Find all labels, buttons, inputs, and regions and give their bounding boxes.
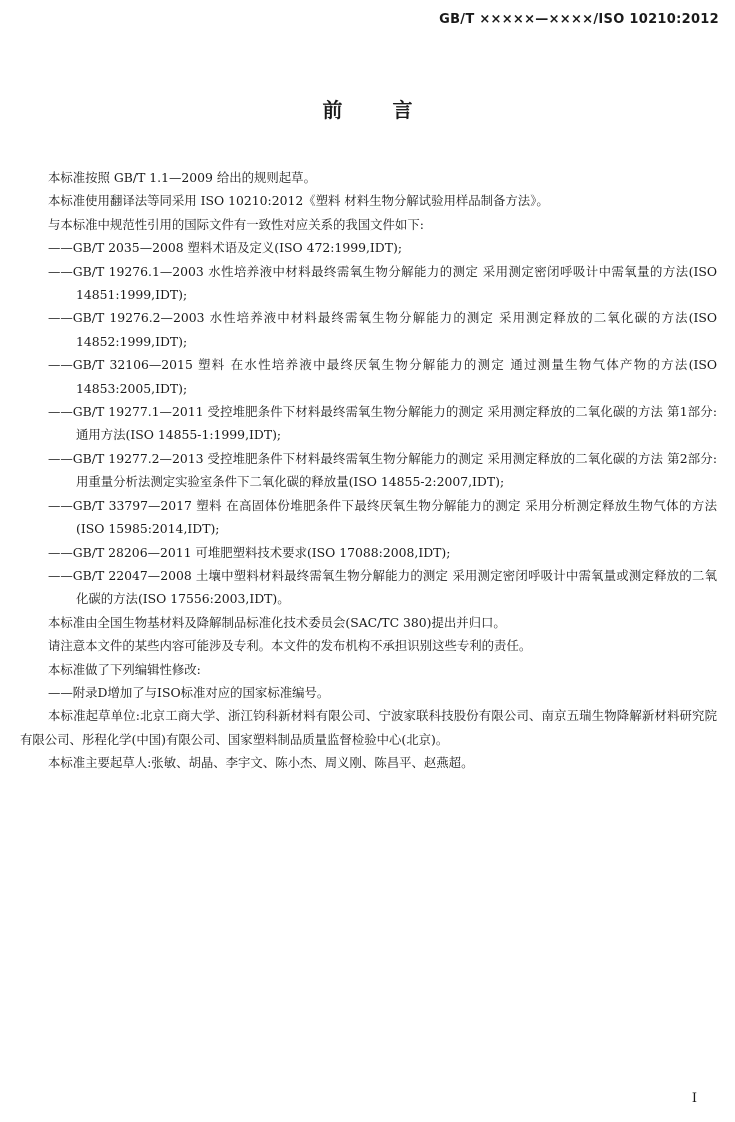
page-number: I bbox=[691, 1091, 697, 1106]
paragraph-adoption: 本标准使用翻译法等同采用 ISO 10210:2012《塑料 材料生物分解试验用样品制备方法》。 bbox=[48, 193, 549, 209]
page-title: 前言 bbox=[322, 98, 463, 122]
paragraph-correspondence-intro: 与本标准中规范性引用的国际文件有一致性对应关系的我国文件如下: bbox=[48, 216, 424, 232]
document-code-header: GB/T ×××××—××××/ISO 10210:2012 bbox=[439, 12, 719, 27]
list-item: ——GB/T 22047—2008 土壤中塑料材料最终需氧生物分解能力的测定 采用测定密闭呼吸计中需氧量或测定释放的二氧化碳的方法(ISO 17556:2003,IDT)。 bbox=[48, 567, 717, 607]
paragraph-drafting-rules: 本标准按照 GB/T 1.1—2009 给出的规则起草。 bbox=[48, 170, 316, 185]
list-item: ——GB/T 28206—2011 可堆肥塑料技术要求(ISO 17088:2008,IDT); bbox=[48, 544, 451, 560]
paragraph-drafting-units: 本标准起草单位:北京工商大学、浙江钧科新材料有限公司、宁波家联科技股份有限公司、南京五瑞生物降解新材料研究院有限公司、彤程化学(中国)有限公司、国家塑料制品质量监督检验中心(北京)。 bbox=[20, 708, 717, 747]
list-item: ——GB/T 32106—2015 塑料 在水性培养液中最终厌氧生物分解能力的测定 通过测量生物气体产物的方法(ISO 14853:2005,IDT); bbox=[48, 357, 717, 396]
paragraph-patent-notice: 请注意本文件的某些内容可能涉及专利。本文件的发布机构不承担识别这些专利的责任。 bbox=[48, 638, 532, 654]
paragraph-committee: 本标准由全国生物基材料及降解制品标准化技术委员会(SAC/TC 380)提出并归口。 bbox=[48, 614, 506, 630]
editorial-change-item: ——附录D增加了与ISO标准对应的国家标准编号。 bbox=[48, 684, 330, 700]
list-item: ——GB/T 33797—2017 塑料 在高固体份堆肥条件下最终厌氧生物分解能力的测定 采用分析测定释放生物气体的方法(ISO 15985:2014,IDT); bbox=[48, 497, 717, 537]
foreword-body bbox=[20, 166, 717, 775]
list-item: ——GB/T 2035—2008 塑料术语及定义(ISO 472:1999,IDT); bbox=[48, 240, 403, 256]
list-item: ——GB/T 19277.2—2013 受控堆肥条件下材料最终需氧生物分解能力的测定 采用测定释放的二氧化碳的方法 第2部分:用重量分析法测定实验室条件下二氧化碳的释放量(ISO 14855-2:2007,IDT); bbox=[48, 450, 717, 490]
list-item: ——GB/T 19276.1—2003 水性培养液中材料最终需氧生物分解能力的测定 采用测定密闭呼吸计中需氧量的方法(ISO 14851:1999,IDT); bbox=[48, 263, 717, 303]
list-item: ——GB/T 19277.1—2011 受控堆肥条件下材料最终需氧生物分解能力的测定 采用测定释放的二氧化碳的方法 第1部分:通用方法(ISO 14855-1:1999,IDT); bbox=[48, 404, 717, 443]
list-item: ——GB/T 19276.2—2003 水性培养液中材料最终需氧生物分解能力的测定 采用测定释放的二氧化碳的方法(ISO 14852:1999,IDT); bbox=[48, 310, 717, 349]
paragraph-editorial-changes: 本标准做了下列编辑性修改: bbox=[48, 661, 201, 677]
paragraph-drafters: 本标准主要起草人:张敏、胡晶、李宇文、陈小杰、周义刚、陈昌平、赵燕超。 bbox=[48, 755, 474, 771]
